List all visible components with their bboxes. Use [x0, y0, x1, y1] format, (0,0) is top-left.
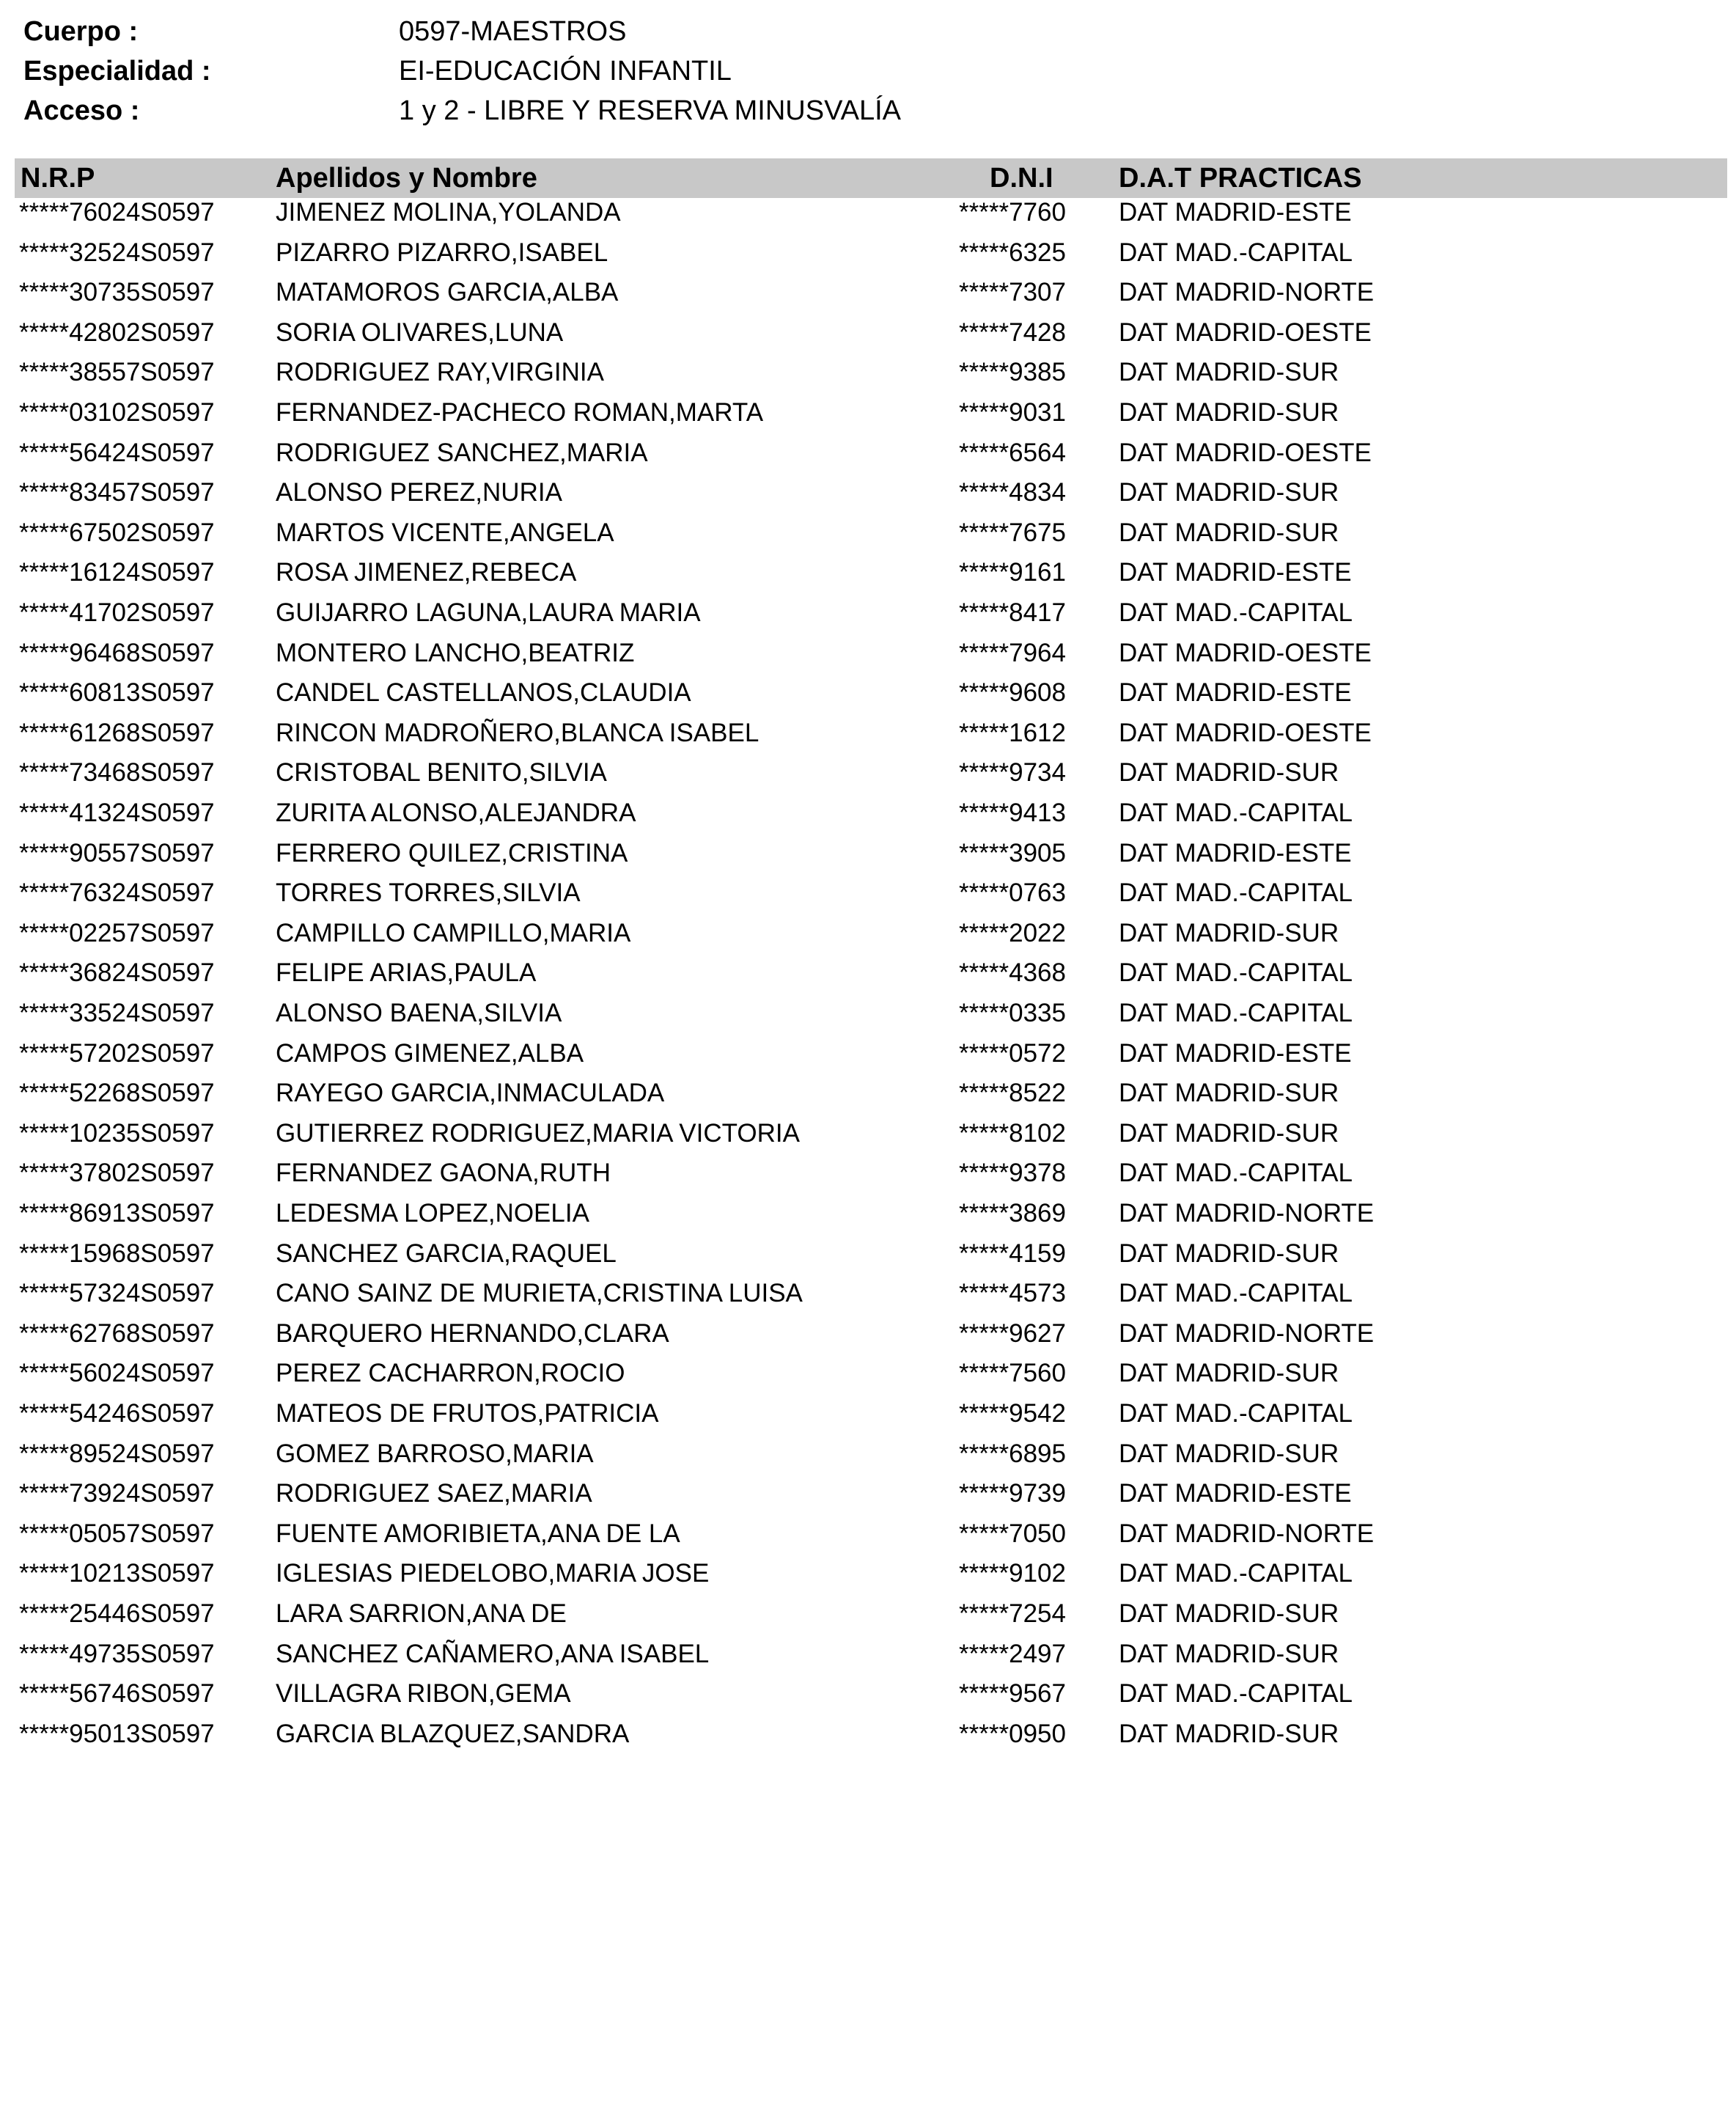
acceso-label: Acceso :	[23, 95, 140, 126]
cell-dni: *****9385	[959, 358, 1066, 387]
table-row	[0, 1401, 1736, 1441]
cell-dat: DAT MADRID-SUR	[1119, 1599, 1339, 1628]
cell-nrp: *****56746S0597	[19, 1679, 215, 1709]
cell-dat: DAT MADRID-NORTE	[1119, 278, 1375, 307]
cell-dni: *****7760	[959, 198, 1066, 227]
table-header	[15, 158, 1727, 198]
table-row	[0, 1120, 1736, 1161]
cell-dni: *****9627	[959, 1318, 1066, 1348]
cell-dat: DAT MADRID-NORTE	[1119, 1318, 1375, 1348]
cell-dni: *****7050	[959, 1519, 1066, 1548]
cell-name: ROSA JIMENEZ,REBECA	[276, 558, 577, 587]
cell-nrp: *****49735S0597	[19, 1639, 215, 1668]
cell-name: CAMPOS GIMENEZ,ALBA	[276, 1038, 584, 1068]
table-row	[0, 520, 1736, 560]
cell-dni: *****7560	[959, 1359, 1066, 1388]
cell-name: GOMEZ BARROSO,MARIA	[276, 1439, 594, 1468]
cell-dni: *****4368	[959, 958, 1066, 988]
cell-dni: *****2022	[959, 918, 1066, 947]
table-row	[0, 1441, 1736, 1481]
table-row	[0, 1280, 1736, 1321]
table-row	[0, 800, 1736, 840]
cell-dat: DAT MADRID-SUR	[1119, 1439, 1339, 1468]
cell-dat: DAT MADRID-SUR	[1119, 478, 1339, 507]
cell-dni: *****9378	[959, 1159, 1066, 1188]
cell-dat: DAT MADRID-SUR	[1119, 1079, 1339, 1108]
table-row	[0, 1601, 1736, 1641]
cell-dat: DAT MADRID-SUR	[1119, 758, 1339, 788]
cell-dat: DAT MADRID-OESTE	[1119, 718, 1372, 747]
cell-dni: *****8522	[959, 1079, 1066, 1108]
cell-nrp: *****41324S0597	[19, 799, 215, 827]
cell-dat: DAT MAD.-CAPITAL	[1119, 598, 1353, 627]
cell-nrp: *****10213S0597	[19, 1559, 215, 1588]
cell-dni: *****7964	[959, 638, 1066, 667]
cell-nrp: *****56024S0597	[19, 1359, 215, 1388]
cell-dni: *****3905	[959, 838, 1066, 867]
table-row	[0, 1721, 1736, 1761]
cell-dni: *****9413	[959, 799, 1066, 827]
cell-nrp: *****54246S0597	[19, 1399, 215, 1428]
cell-name: MATAMOROS GARCIA,ALBA	[276, 278, 619, 307]
cell-dni: *****6325	[959, 238, 1066, 267]
cell-dni: *****9608	[959, 678, 1066, 708]
cell-nrp: *****30735S0597	[19, 278, 215, 307]
cell-name: GUIJARRO LAGUNA,LAURA MARIA	[276, 598, 701, 627]
cell-nrp: *****61268S0597	[19, 718, 215, 747]
cell-dat: DAT MADRID-ESTE	[1119, 1479, 1352, 1508]
cell-dni: *****9102	[959, 1559, 1066, 1588]
table-row	[0, 1481, 1736, 1521]
table-row	[0, 760, 1736, 800]
table-row	[0, 1000, 1736, 1041]
cell-name: PIZARRO PIZARRO,ISABEL	[276, 238, 608, 267]
table-row	[0, 1360, 1736, 1401]
cell-nrp: *****15968S0597	[19, 1239, 215, 1268]
column-header-nrp: N.R.P	[21, 163, 95, 194]
cell-dat: DAT MAD.-CAPITAL	[1119, 999, 1353, 1027]
cell-dat: DAT MADRID-OESTE	[1119, 438, 1372, 467]
table-row	[0, 720, 1736, 760]
cell-nrp: *****52268S0597	[19, 1079, 215, 1108]
table-row	[0, 1318, 1736, 1361]
cell-dat: DAT MAD.-CAPITAL	[1119, 1159, 1353, 1188]
cell-name: LEDESMA LOPEZ,NOELIA	[276, 1199, 589, 1228]
cell-nrp: *****38557S0597	[19, 358, 215, 387]
cell-name: RINCON MADROÑERO,BLANCA ISABEL	[276, 718, 760, 747]
cell-name: ALONSO PEREZ,NURIA	[276, 478, 562, 507]
cell-dni: *****9567	[959, 1679, 1066, 1709]
cell-name: SORIA OLIVARES,LUNA	[276, 318, 564, 347]
cell-dat: DAT MADRID-ESTE	[1119, 198, 1352, 227]
cell-nrp: *****41702S0597	[19, 598, 215, 627]
column-header-name: Apellidos y Nombre	[276, 163, 537, 194]
cell-name: FERNANDEZ-PACHECO ROMAN,MARTA	[276, 398, 764, 427]
cell-dat: DAT MADRID-SUR	[1119, 518, 1339, 547]
cell-dat: DAT MAD.-CAPITAL	[1119, 799, 1353, 827]
cell-name: CAMPILLO CAMPILLO,MARIA	[276, 918, 631, 947]
cell-name: SANCHEZ GARCIA,RAQUEL	[276, 1239, 617, 1268]
cell-name: GUTIERREZ RODRIGUEZ,MARIA VICTORIA	[276, 1118, 800, 1148]
cell-name: GARCIA BLAZQUEZ,SANDRA	[276, 1719, 630, 1748]
cell-nrp: *****86913S0597	[19, 1199, 215, 1228]
especialidad-value: EI-EDUCACIÓN INFANTIL	[399, 56, 732, 87]
cell-name: RAYEGO GARCIA,INMACULADA	[276, 1079, 665, 1108]
cuerpo-value: 0597-MAESTROS	[399, 16, 627, 47]
table-row	[0, 840, 1736, 881]
cell-dat: DAT MAD.-CAPITAL	[1119, 958, 1353, 988]
cell-dni: *****9739	[959, 1479, 1066, 1508]
cell-dni: *****3869	[959, 1199, 1066, 1228]
cell-dni: *****4159	[959, 1239, 1066, 1268]
cell-nrp: *****73924S0597	[19, 1479, 215, 1508]
cell-dat: DAT MADRID-OESTE	[1119, 638, 1372, 667]
cell-nrp: *****36824S0597	[19, 958, 215, 988]
cell-dat: DAT MADRID-SUR	[1119, 1639, 1339, 1668]
cell-name: ALONSO BAENA,SILVIA	[276, 999, 562, 1027]
cell-dni: *****2497	[959, 1639, 1066, 1668]
cell-nrp: *****96468S0597	[19, 638, 215, 667]
cell-name: JIMENEZ MOLINA,YOLANDA	[276, 198, 621, 227]
especialidad-row	[0, 51, 1736, 91]
table-row	[0, 1241, 1736, 1281]
table-row	[0, 880, 1736, 920]
cell-dat: DAT MADRID-ESTE	[1119, 558, 1352, 587]
cell-dat: DAT MAD.-CAPITAL	[1119, 238, 1353, 267]
cell-nrp: *****32524S0597	[19, 238, 215, 267]
cell-dni: *****8102	[959, 1118, 1066, 1148]
cell-nrp: *****10235S0597	[19, 1118, 215, 1148]
table-row	[0, 199, 1736, 240]
column-header-dni: D.N.I	[990, 163, 1053, 194]
cell-nrp: *****05057S0597	[19, 1519, 215, 1548]
cell-dat: DAT MAD.-CAPITAL	[1119, 1399, 1353, 1428]
cuerpo-label: Cuerpo :	[23, 16, 139, 47]
table-row	[0, 359, 1736, 400]
table-row	[0, 1521, 1736, 1561]
cell-name: TORRES TORRES,SILVIA	[276, 878, 581, 908]
cell-name: MARTOS VICENTE,ANGELA	[276, 518, 614, 547]
cell-nrp: *****89524S0597	[19, 1439, 215, 1468]
table-row	[0, 920, 1736, 961]
cell-dni: *****0572	[959, 1038, 1066, 1068]
cell-dni: *****9161	[959, 558, 1066, 587]
cell-dni: *****9542	[959, 1399, 1066, 1428]
table-row	[0, 400, 1736, 440]
cell-dni: *****0950	[959, 1719, 1066, 1748]
cell-nrp: *****76024S0597	[19, 198, 215, 227]
cell-nrp: *****33524S0597	[19, 999, 215, 1027]
cell-dat: DAT MADRID-SUR	[1119, 358, 1339, 387]
cell-dni: *****9734	[959, 758, 1066, 788]
cell-name: FERNANDEZ GAONA,RUTH	[276, 1159, 611, 1188]
cell-dat: DAT MADRID-ESTE	[1119, 678, 1352, 708]
cell-dni: *****7254	[959, 1599, 1066, 1628]
table-row	[0, 480, 1736, 520]
cell-name: ZURITA ALONSO,ALEJANDRA	[276, 799, 636, 827]
table-row	[0, 1200, 1736, 1241]
cell-nrp: *****03102S0597	[19, 398, 215, 427]
cell-nrp: *****57202S0597	[19, 1038, 215, 1068]
table-row	[0, 680, 1736, 720]
cell-nrp: *****76324S0597	[19, 878, 215, 908]
cell-dat: DAT MADRID-NORTE	[1119, 1519, 1375, 1548]
cell-nrp: *****95013S0597	[19, 1719, 215, 1748]
cell-nrp: *****37802S0597	[19, 1159, 215, 1188]
cell-name: MONTERO LANCHO,BEATRIZ	[276, 638, 635, 667]
cell-dni: *****1612	[959, 718, 1066, 747]
cell-dat: DAT MADRID-ESTE	[1119, 838, 1352, 867]
cell-dat: DAT MADRID-NORTE	[1119, 1199, 1375, 1228]
acceso-value: 1 y 2 - LIBRE Y RESERVA MINUSVALÍA	[399, 95, 901, 126]
cell-nrp: *****67502S0597	[19, 518, 215, 547]
cell-dni: *****4573	[959, 1279, 1066, 1308]
table-row	[0, 640, 1736, 680]
cell-nrp: *****42802S0597	[19, 318, 215, 347]
cell-dat: DAT MADRID-SUR	[1119, 1118, 1339, 1148]
cell-name: CANO SAINZ DE MURIETA,CRISTINA LUISA	[276, 1279, 803, 1308]
table-row	[0, 320, 1736, 360]
cell-dat: DAT MADRID-ESTE	[1119, 1038, 1352, 1068]
cell-name: RODRIGUEZ SANCHEZ,MARIA	[276, 438, 648, 467]
cell-dat: DAT MADRID-OESTE	[1119, 318, 1372, 347]
table-row	[0, 240, 1736, 280]
cell-name: VILLAGRA RIBON,GEMA	[276, 1679, 571, 1709]
cell-name: IGLESIAS PIEDELOBO,MARIA JOSE	[276, 1559, 710, 1588]
cell-name: CANDEL CASTELLANOS,CLAUDIA	[276, 678, 691, 708]
cell-name: LARA SARRION,ANA DE	[276, 1599, 567, 1628]
table-row	[0, 600, 1736, 640]
cell-name: PEREZ CACHARRON,ROCIO	[276, 1359, 625, 1388]
cell-dni: *****4834	[959, 478, 1066, 507]
table-row	[0, 1160, 1736, 1200]
table-row	[0, 279, 1736, 320]
cell-nrp: *****02257S0597	[19, 918, 215, 947]
cell-name: SANCHEZ CAÑAMERO,ANA ISABEL	[276, 1639, 710, 1668]
cell-nrp: *****62768S0597	[19, 1318, 215, 1348]
cell-nrp: *****73468S0597	[19, 758, 215, 788]
acceso-row	[0, 91, 1736, 131]
cell-nrp: *****25446S0597	[19, 1599, 215, 1628]
cell-name: MATEOS DE FRUTOS,PATRICIA	[276, 1399, 659, 1428]
table-row	[0, 960, 1736, 1000]
cell-name: RODRIGUEZ SAEZ,MARIA	[276, 1479, 592, 1508]
cell-name: BARQUERO HERNANDO,CLARA	[276, 1318, 669, 1348]
cell-dni: *****6895	[959, 1439, 1066, 1468]
cell-dat: DAT MAD.-CAPITAL	[1119, 1679, 1353, 1709]
table-row	[0, 1641, 1736, 1681]
table-row	[0, 1038, 1736, 1081]
table-row	[0, 440, 1736, 480]
cell-dat: DAT MADRID-SUR	[1119, 1239, 1339, 1268]
cell-dat: DAT MADRID-SUR	[1119, 398, 1339, 427]
cell-dat: DAT MAD.-CAPITAL	[1119, 1279, 1353, 1308]
cell-dat: DAT MADRID-SUR	[1119, 918, 1339, 947]
cell-dat: DAT MADRID-SUR	[1119, 1359, 1339, 1388]
cell-nrp: *****56424S0597	[19, 438, 215, 467]
cell-dat: DAT MADRID-SUR	[1119, 1719, 1339, 1748]
cell-dni: *****7675	[959, 518, 1066, 547]
table-row	[0, 1681, 1736, 1721]
cell-name: RODRIGUEZ RAY,VIRGINIA	[276, 358, 604, 387]
table-row	[0, 559, 1736, 600]
cell-dni: *****0763	[959, 878, 1066, 908]
cell-dat: DAT MAD.-CAPITAL	[1119, 878, 1353, 908]
cell-dat: DAT MAD.-CAPITAL	[1119, 1559, 1353, 1588]
cell-name: CRISTOBAL BENITO,SILVIA	[276, 758, 607, 788]
cell-dni: *****7307	[959, 278, 1066, 307]
cell-nrp: *****60813S0597	[19, 678, 215, 708]
cell-name: FERRERO QUILEZ,CRISTINA	[276, 838, 628, 867]
cell-nrp: *****83457S0597	[19, 478, 215, 507]
cell-dni: *****6564	[959, 438, 1066, 467]
especialidad-label: Especialidad :	[23, 56, 211, 87]
cell-nrp: *****16124S0597	[19, 558, 215, 587]
cell-dni: *****7428	[959, 318, 1066, 347]
table-row	[0, 1560, 1736, 1601]
cell-dni: *****8417	[959, 598, 1066, 627]
cell-name: FELIPE ARIAS,PAULA	[276, 958, 537, 988]
column-header-dat: D.A.T PRACTICAS	[1119, 163, 1362, 194]
cell-dni: *****9031	[959, 398, 1066, 427]
cell-nrp: *****57324S0597	[19, 1279, 215, 1308]
table-row	[0, 1080, 1736, 1120]
cell-dni: *****0335	[959, 999, 1066, 1027]
cell-name: FUENTE AMORIBIETA,ANA DE LA	[276, 1519, 680, 1548]
cell-nrp: *****90557S0597	[19, 838, 215, 867]
cuerpo-row	[0, 12, 1736, 51]
